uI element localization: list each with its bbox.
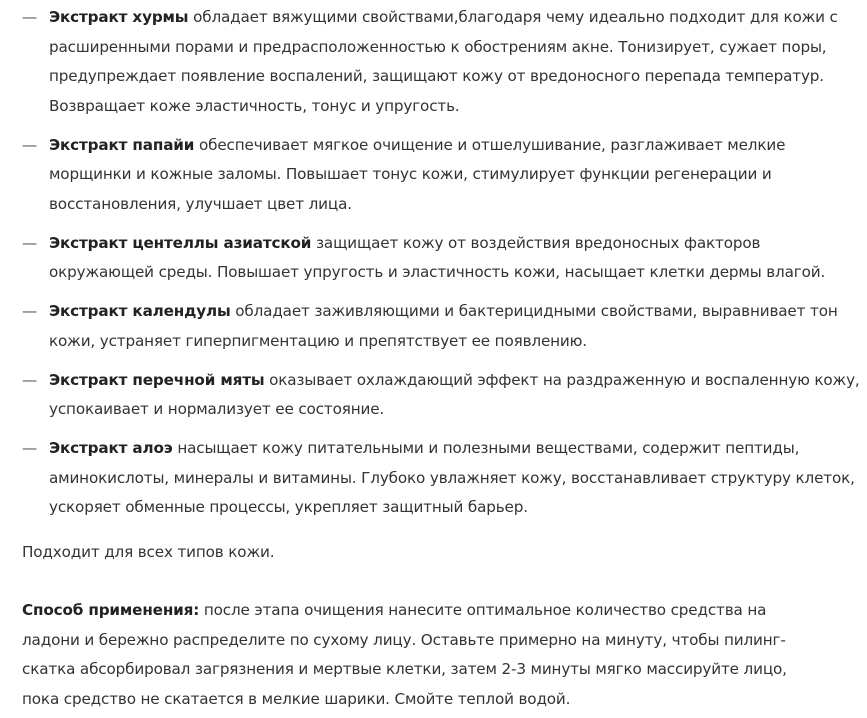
dash-bullet: — (22, 439, 38, 457)
usage-label: Способ применения: (22, 601, 200, 619)
ingredient-item-aloe (0, 434, 867, 523)
ingredient-name: Экстракт алоэ (49, 439, 173, 457)
ingredient-name: Экстракт центеллы азиатской (49, 233, 312, 252)
dash-bullet: — (22, 302, 38, 320)
ingredient-name: Экстракт хурмы (49, 8, 189, 26)
ingredient-name: Экстракт перечной мяты (49, 370, 265, 389)
dash-bullet: — (22, 233, 38, 252)
ingredient-item-calendula (0, 297, 867, 356)
dash-bullet: — (22, 8, 38, 26)
ingredient-list (0, 3, 867, 532)
ingredient-name: Экстракт календулы (49, 302, 231, 320)
ingredient-description: обладает заживляющими и бактерицидными свойствами, выравнивает тон кожи, устраняет гиперпигментацию и препятствует ее появлению. (49, 302, 838, 350)
ingredient-item-papaya (0, 131, 867, 220)
ingredient-description: защищает кожу от воздействия вредоносных факторов окружающей среды. Повышает упругость и эластичность кожи, насыщает клетки дермы влагой. (49, 233, 826, 281)
ingredient-description: оказывает охлаждающий эффект на раздраженную и воспаленную кожу, успокаивает и нормализует ее состояние. (49, 370, 860, 418)
ingredient-item-peppermint (0, 366, 867, 425)
ingredient-item-persimmon (0, 3, 867, 121)
dash-bullet: — (22, 370, 38, 389)
ingredient-description: насыщает кожу питательными и полезными веществами, содержит пептиды, аминокислоты, минералы и витамины. Глубоко увлажняет кожу, восстанавливает структуру клеток, ускоряет обменные процессы, укрепляет защитный барьер. (49, 439, 855, 516)
ingredient-description: обладает вяжущими свойствами,благодаря чему идеально подходит для кожи с расширенными порами и предрасположенностью к обострениям акне. Тонизирует, сужает поры, предупреждает появление воспалений, защищают кожу от вредоносного перепада температур. Возвращает коже эластичность, тонус и упругость. (49, 8, 838, 115)
usage-text: после этапа очищения нанесите оптимальное количество средства на ладони и бережно распределите по сухому лицу. Оставьте примерно на минуту, чтобы пилинг-скатка абсорбировал загрязнения и мертвые клетки, затем 2-3 минуты мягко массируйте лицо, пока средство не скатается в мелкие шарики. Смойте теплой водой. (22, 601, 787, 708)
dash-bullet: — (22, 135, 38, 154)
ingredient-description: обеспечивает мягкое очищение и отшелушивание, разглаживает мелкие морщинки и кожные заломы. Повышает тонус кожи, стимулирует функции регенерации и восстановления, улучшает цвет лица. (49, 135, 786, 213)
usage-instructions (22, 596, 822, 714)
skin-type-note: Подходит для всех типов кожи. (22, 543, 275, 561)
ingredient-name: Экстракт папайи (49, 135, 195, 154)
ingredient-item-centella (0, 229, 867, 288)
